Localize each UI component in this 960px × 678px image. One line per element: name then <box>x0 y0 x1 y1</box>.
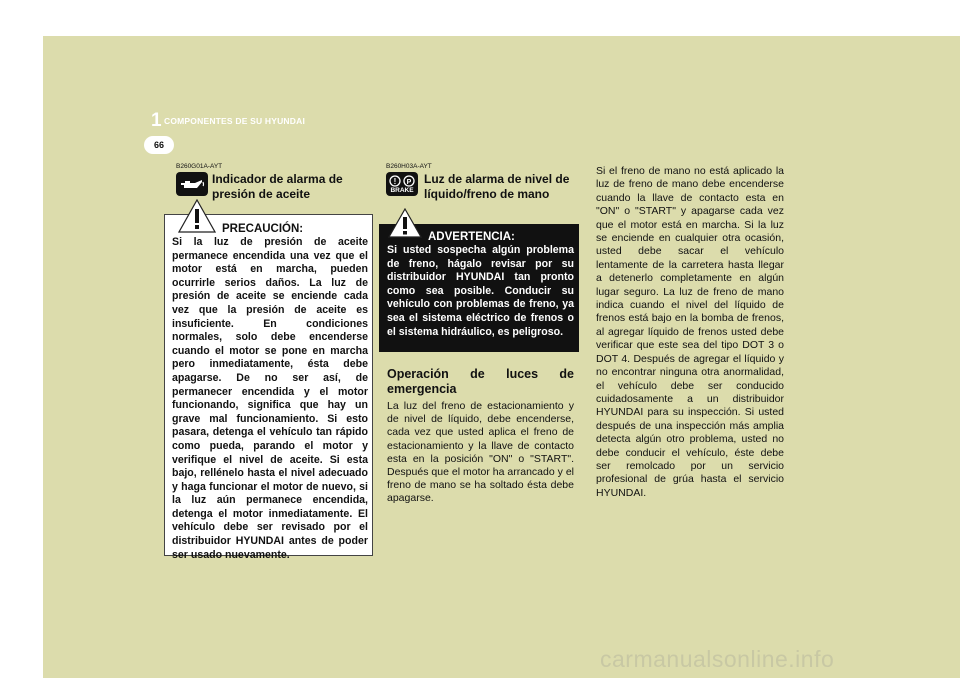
chapter-title: COMPONENTES DE SU HYUNDAI <box>164 116 306 126</box>
svg-text:P: P <box>406 179 412 186</box>
section-heading: Operación de luces de emergencia <box>387 367 574 396</box>
brake-icon-label: BRAKE <box>390 187 414 194</box>
watermark: carmanualsonline.info <box>600 646 835 672</box>
right-column-text: Si el freno de mano no está aplicado la luz de freno de mano debe encenderse cuando la llave de contacto esta en "ON" o "START" y apagarse cada vez que el motor está en marcha. Si la luz se enciende en cualquier otra ocasión, usted debe sacar el vehículo lentamente de la carretera hasta llegar a detenerlo completamente en algún lugar seguro. La luz de freno de mano indica cuando el nivel del líquido de frenos está bajo en la bomba de frenos, al agregar líquido de frenos usted debe verificar que este sea del tipo DOT 3 o DOT 4. Después de agregar el líquido y no encontrar ninguna otra anormalidad, el vehículo debe ser conducido cuidadosamente a un distribuidor HYUNDAI para su inspección. Si usted después de una inspección más amplia detecta algún otro problema, usted no debe conducir el vehículo, éste debe ser remolcado por un servicio profesional de grúa hasta el servicio HYUNDAI. <box>596 165 784 499</box>
section-code: B260H03A-AYT <box>386 163 432 170</box>
svg-text:!: ! <box>393 177 397 186</box>
section-title-line1: Indicador de alarma de <box>212 172 343 186</box>
section-body: La luz del freno de estacionamiento y de nivel de líquido, debe encenderse, cada vez que usted aplica el freno de estacionamiento y la llave de contacto esta en la posición "ON" o "START". Después que el motor ha arrancado y el freno de mano se ha soltado ésta debe apagarse. <box>387 400 574 505</box>
warning-text: Si usted sospecha algún problema de freno, hágalo revisar por su distribuidor HYUNDAI tan pronto como sea posible. Conducir su vehículo con problemas de freno, ya sea el sistema eléctrico de frenos o el sistema hidráulico, es peligroso. <box>387 244 574 338</box>
section-code: B260G01A-AYT <box>176 163 223 170</box>
caution-text: Si la luz de presión de aceite permanece encendida una vez que el motor está en marcha, pueden ocurrirle serios daños. La luz de presión de aceite se enciende cada vez que la presión de aceite es insuficiente. En condiciones normales, solo debe encenderse cuando el motor se pone en marcha pero inmediatamente, ésta debe apagarse. De no ser así, de permanecer encendida y el motor funcionando, significa que hay un grave mal funcionamiento. Si esto pasara, detenga el vehículo tan rápido como pueda, parando el motor y verifique el nivel de aceite. Si esta bajo, rellénelo hasta el nivel adecuado y haga funcionar el motor de nuevo, si la luz aún permanece encendida, detenga el motor inmediatamente. El vehículo debe ser revisado por el distribuidor HYUNDAI antes de poder ser usado nuevamente. <box>172 236 368 561</box>
section-title-line1: Luz de alarma de nivel de <box>424 172 570 186</box>
brake-warning-icon <box>386 172 418 196</box>
warning-title: ADVERTENCIA: <box>428 231 515 243</box>
warning-triangle-icon <box>178 199 216 238</box>
section-title-line2: líquido/freno de mano <box>424 187 550 201</box>
chapter-number: 1 <box>151 110 162 131</box>
page-number: 66 <box>144 136 174 154</box>
warning-triangle-icon <box>388 208 422 243</box>
section-title-line2: presión de aceite <box>212 187 311 201</box>
caution-title: PRECAUCIÓN: <box>222 223 304 235</box>
oil-can-icon <box>176 172 208 196</box>
